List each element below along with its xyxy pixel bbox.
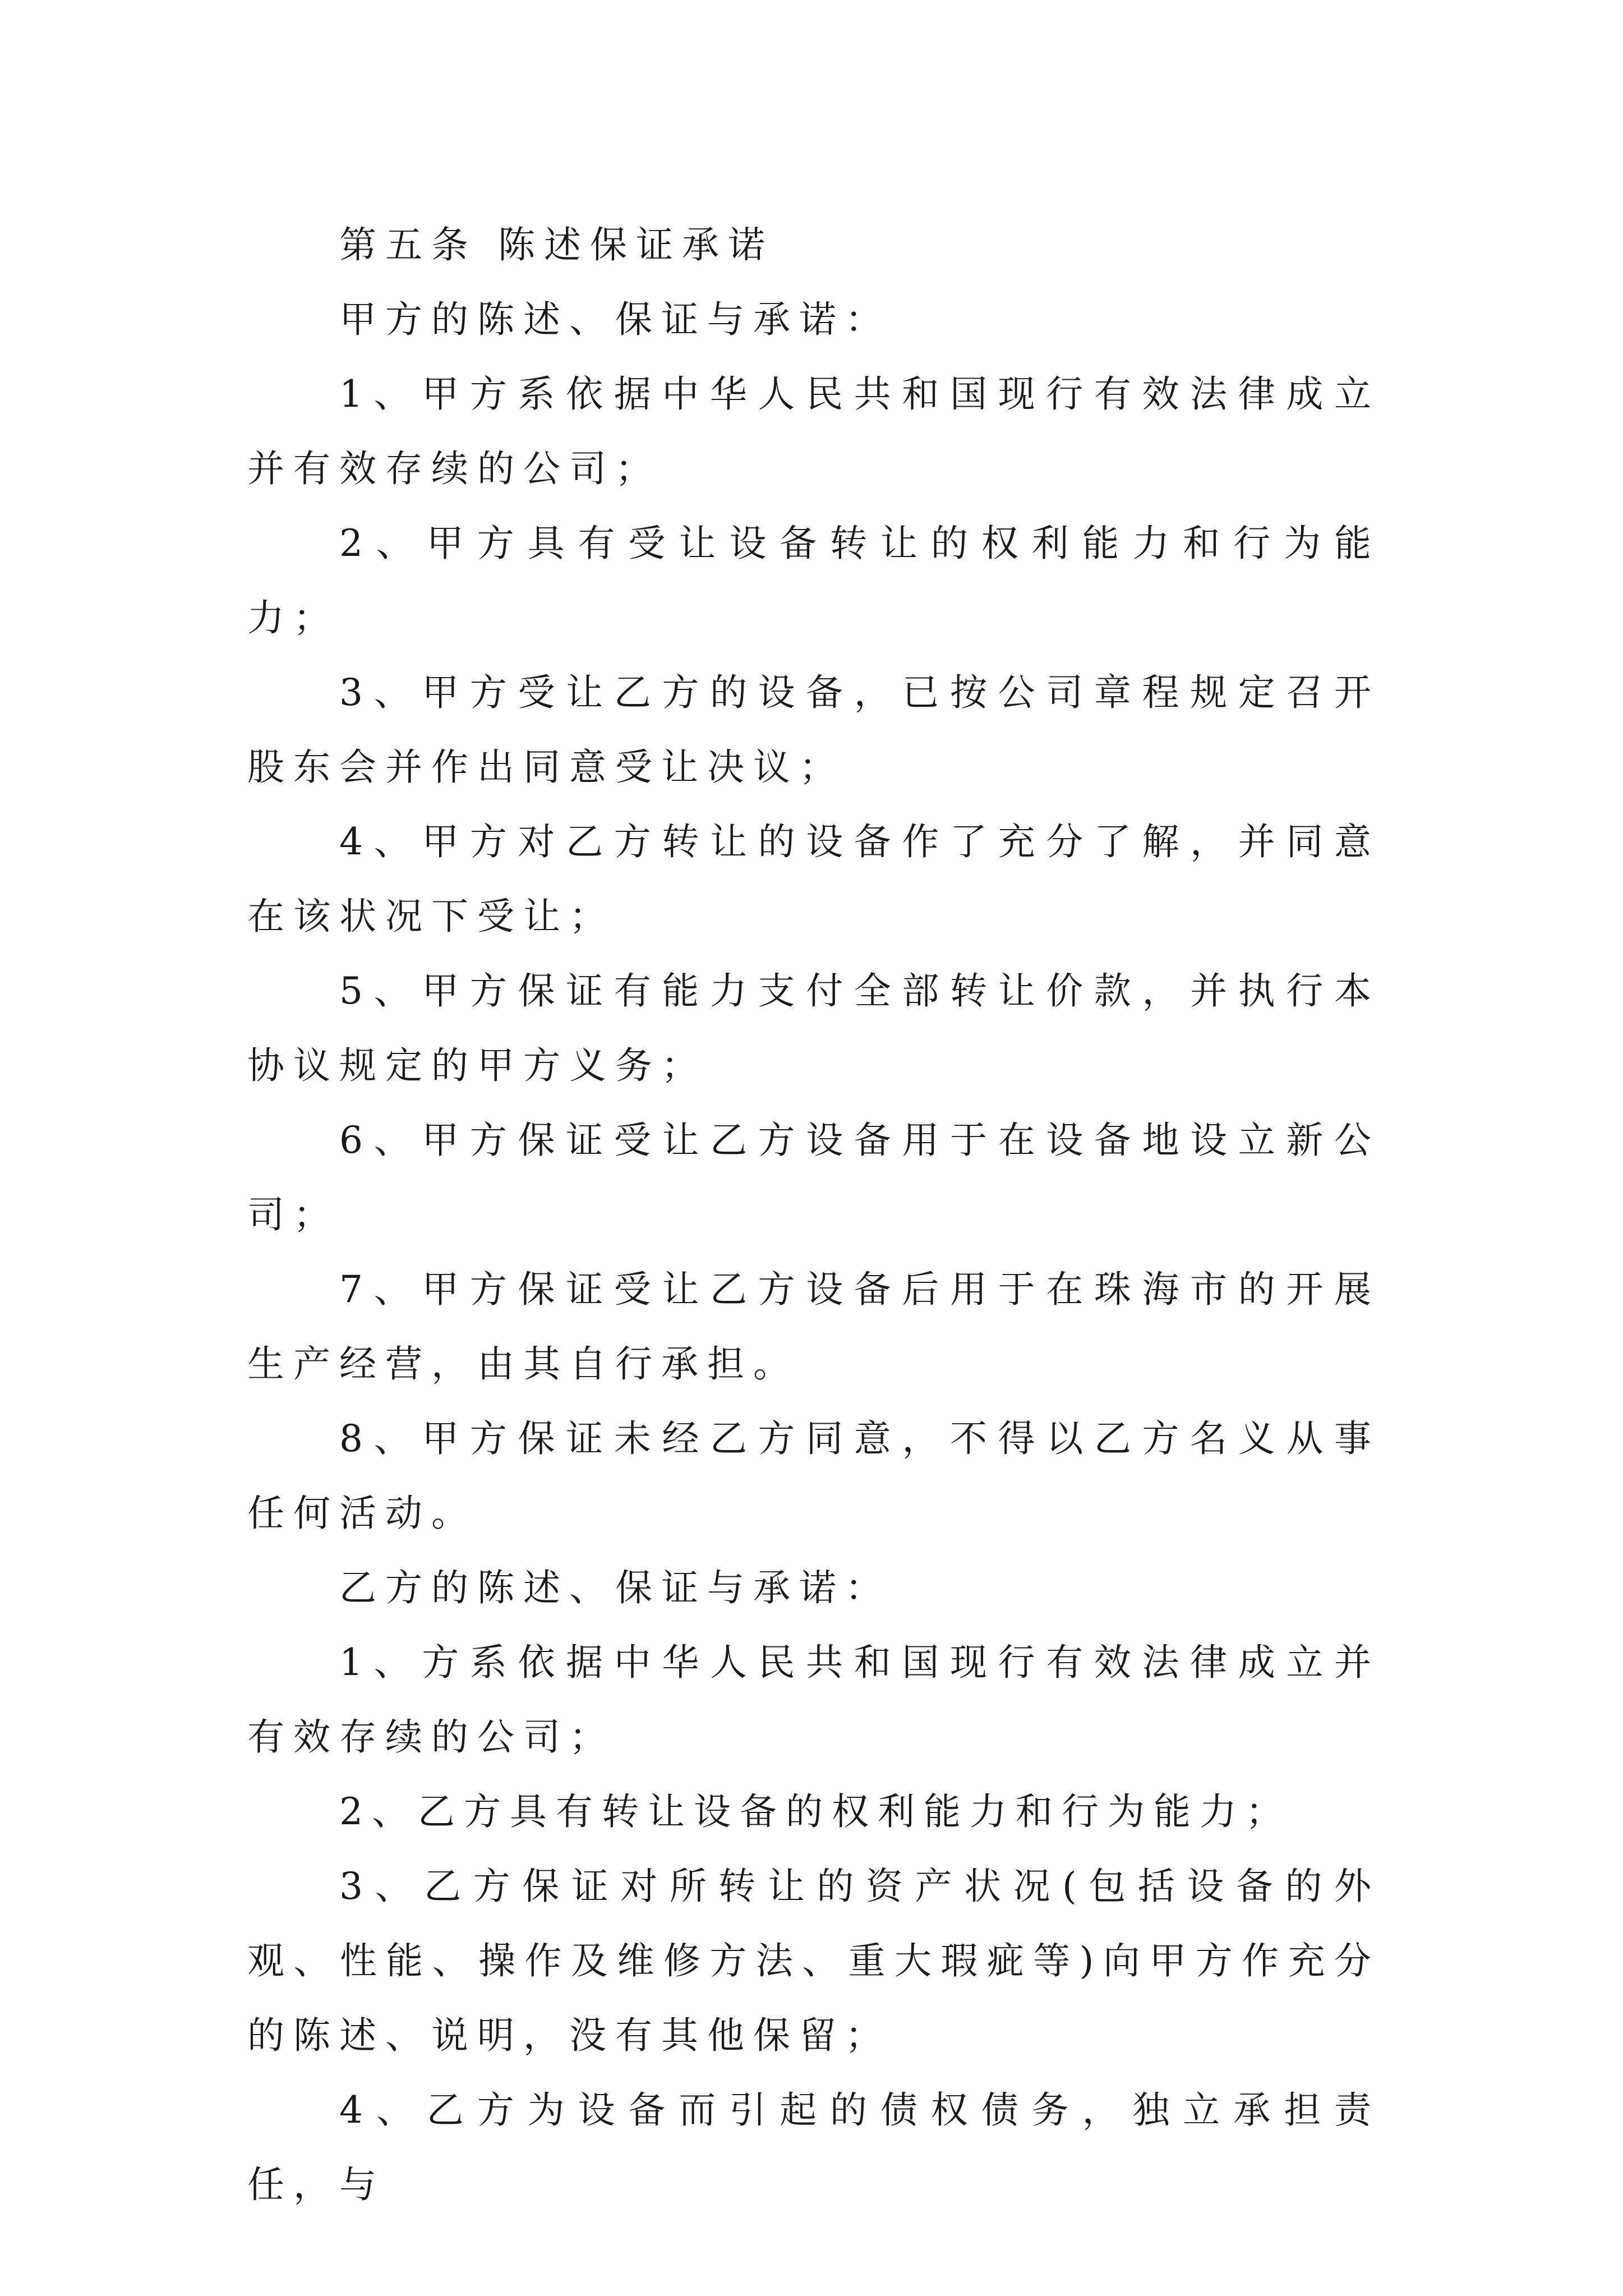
party-a-item-6: 6、甲方保证受让乙方设备用于在设备地设立新公司； [247, 1119, 1380, 1236]
party-a-item-5: 5、甲方保证有能力支付全部转让价款，并执行本协议规定的甲方义务； [247, 969, 1380, 1087]
party-a-item-7: 7、甲方保证受让乙方设备后用于在珠海市的开展生产经营，由其自行承担。 [247, 1268, 1380, 1386]
party-a-intro: 甲方的陈述、保证与承诺： [339, 298, 891, 341]
section-heading: 第五条 陈述保证承诺 [339, 223, 774, 266]
party-a-item-3: 3、甲方受让乙方的设备，已按公司章程规定召开股东会并作出同意受让决议； [247, 671, 1380, 789]
party-b-item-2: 2、乙方具有转让设备的权利能力和行为能力； [339, 1790, 1292, 1833]
party-a-item-1: 1、甲方系依据中华人民共和国现行有效法律成立并有效存续的公司； [247, 372, 1380, 490]
party-b-item-4: 4、乙方为设备而引起的债权债务，独立承担责任，与 [247, 2088, 1380, 2206]
party-b-item-3: 3、乙方保证对所转让的资产状况(包括设备的外观、性能、操作及维修方法、重大瑕疵等)向甲方作充分的陈述、说明，没有其他保留； [247, 1865, 1380, 2057]
party-b-intro: 乙方的陈述、保证与承诺： [339, 1566, 891, 1609]
party-b-item-1: 1、方系依据中华人民共和国现行有效法律成立并有效存续的公司； [247, 1641, 1380, 1759]
party-a-item-8: 8、甲方保证未经乙方同意，不得以乙方名义从事任何活动。 [247, 1417, 1380, 1535]
party-a-item-2: 2、甲方具有受让设备转让的权利能力和行为能力； [247, 522, 1380, 639]
document-body [247, 208, 1380, 2222]
party-a-item-4: 4、甲方对乙方转让的设备作了充分了解，并同意在该状况下受让； [247, 820, 1380, 938]
